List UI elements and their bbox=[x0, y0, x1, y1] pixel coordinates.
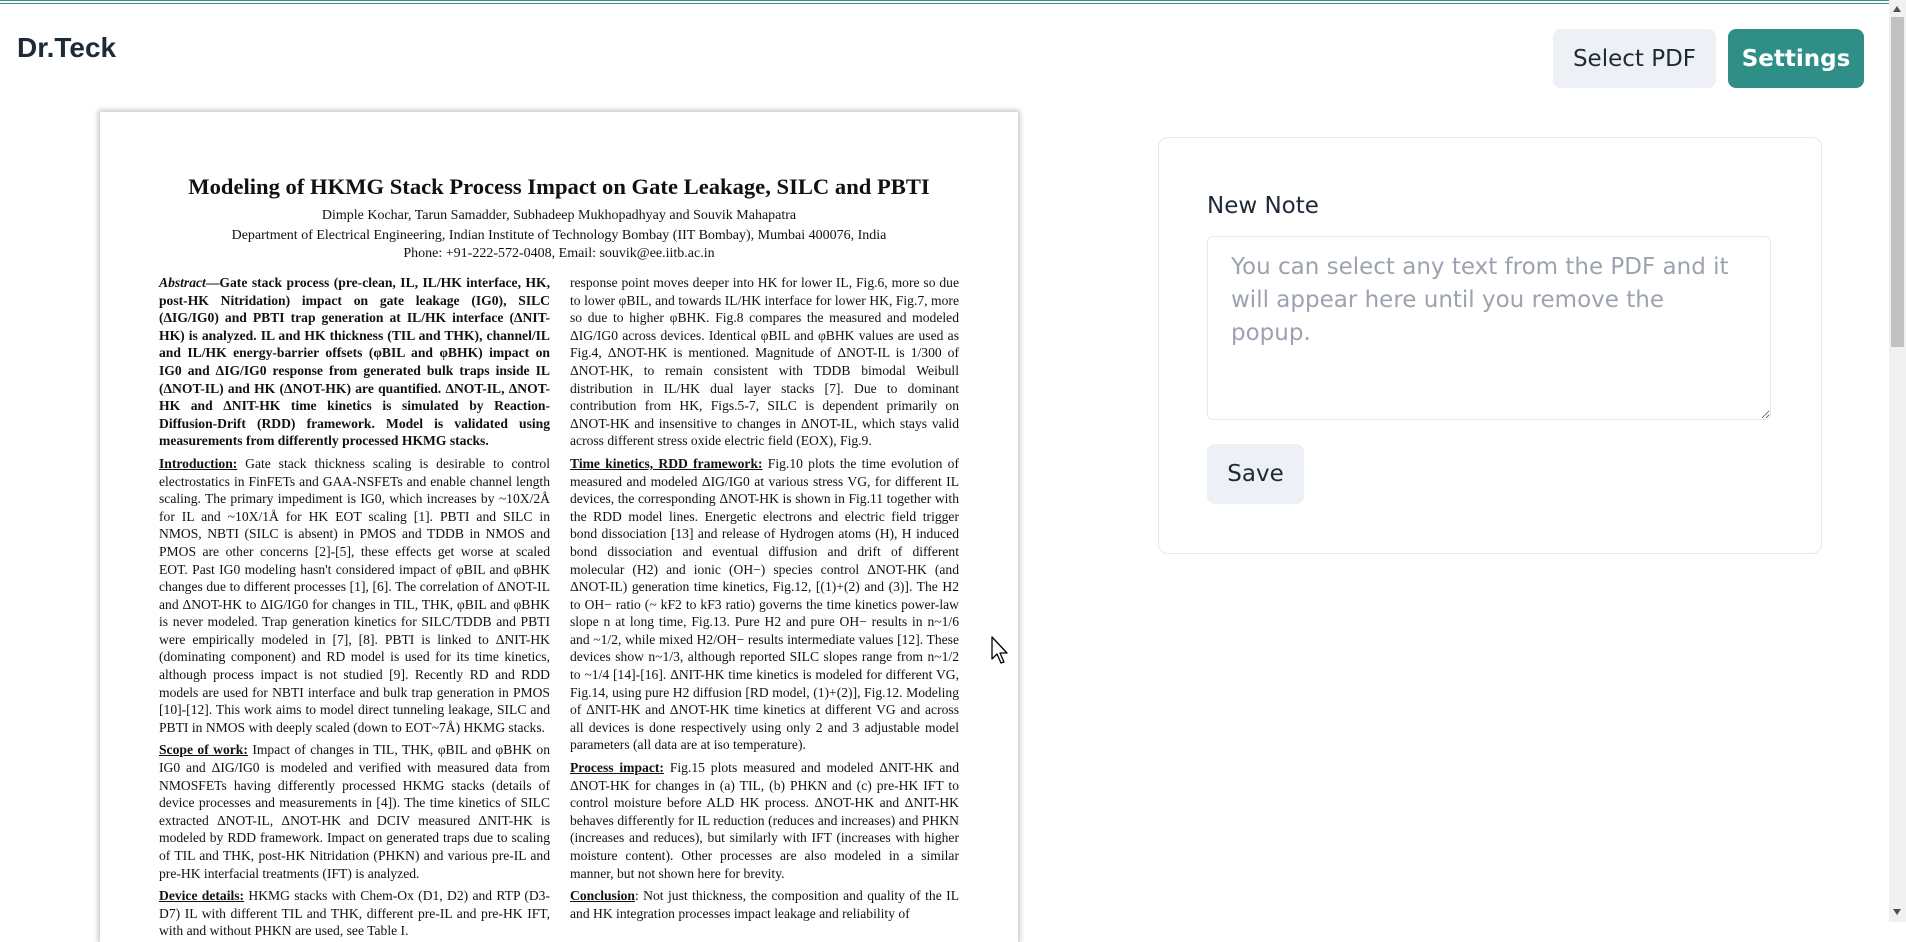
intro-heading: Introduction: bbox=[159, 455, 238, 471]
intro-text: Gate stack thickness scaling is desirable to control electrostatics in FinFETs and GAA-NSFETs and enable channel length scaling. The primary impediment is IG0, which increases by ~10X/2Å for IL and ~10X/1Å for HK EOT scaling [1]. PBTI and SILC in NMOS, NBTI (SILC is absent) in PMOS and TDDB in NMOS and PMOS are other concerns [2]-[5], these effects get worse at scaled EOT. Past IG0 modeling hasn't considered impact of φBIL and φBHK changes due to different processes [1], [6]. The correlation of ΔNOT-IL and ΔNOT-HK to ΔIG/IG0 for changes in TIL, THK, φBIL and φBHK is never modeled. Trap generation kinetics for SILC/TDDB and PBTI were empirically modeled in [7], [8]. PBTI is linked to ΔNIT-HK (dominating component) and RD model is used for its time kinetics, although process impact is not studied [9]. Recently RD and RDD models are used for NBTI interface and bulk trap generation in PMOS [10]-[12]. This work aims to model direct tunneling leakage, SILC and PBTI in NMOS with deeply scaled (down to EOT~7Å) HKMG stacks. bbox=[159, 455, 550, 735]
scroll-up-arrow-icon[interactable] bbox=[1893, 6, 1901, 12]
note-label: New Note bbox=[1207, 193, 1319, 219]
conclusion-text: : Not just thickness, the composition and quality of the IL and HK integration processes impact leakage and reliability of bbox=[570, 888, 959, 921]
note-textarea[interactable] bbox=[1207, 236, 1771, 420]
pdf-page[interactable] bbox=[100, 112, 1018, 942]
time-kinetics-text: Fig.10 plots the time evolution of measured and modeled ΔIG/IG0 at various stress VG, for different IL devices, the corresponding ΔNOT-HK is shown in Fig.11 together with the RDD model lines. Energetic electrons and electric field trigger bond dissociation [13] and release of Hydrogen atoms (H), H induced bond dissociation and eventual diffusion and drift of different molecular (H2) and ionic (OH−) species control ΔNOT-HK (and ΔNOT-IL) generation time kinetics, Fig.12, [(1)+(2) and (3)]. The H2 to OH− ratio (~ kF2 to kF3 ratio) governs the time kinetics power-law slope n at long time, Fig.13. Pure H2 and pure OH− results in n~1/6 and ~1/2, while mixed H2/OH− results intermediate values [12]. These devices show n~1/3, although reported SILC slopes range from n~1/2 to ~1/4 [14]-[16]. ΔNIT-HK time kinetics is modeled for different VG, Fig.14, using pure H2 diffusion [RD model, (1)+(2)], Fig.12. Modeling of ΔNIT-HK and ΔNOT-HK time kinetics at different VG and across all devices is done respectively using only 2 and 3 adjustable model parameters (all data are at iso temperature). bbox=[570, 455, 959, 753]
conclusion-heading: Conclusion bbox=[570, 888, 635, 904]
time-kinetics-heading: Time kinetics, RDD framework: bbox=[570, 455, 763, 471]
scroll-thumb[interactable] bbox=[1891, 17, 1904, 347]
paper-affiliation: Department of Electrical Engineering, Indian Institute of Technology Bombay (IIT Bombay), Mumbai 400076, India bbox=[231, 228, 887, 243]
select-pdf-button[interactable]: Select PDF bbox=[1553, 29, 1716, 88]
paper-contact: Phone: +91-222-572-0408, Email: souvik@ee.iitb.ac.in bbox=[403, 246, 715, 261]
continuation-paragraph: response point moves deeper into HK for lower IL, Fig.6, more so due to lower φBIL, and towards IL/HK interface for lower HK, Fig.7, more so due to higher φBHK. Fig.8 compares the measured and modeled ΔIG/IG0 across devices. Identical φBIL and φBHK values are used as Fig.4, ΔNOT-HK is mentioned. Magnitude of ΔNOT-IL is 1/300 of ΔNOT-HK, to remain consistent with TDDB bimodal Weibull distribution in IL/HK dual layer stacks [7]. Due to dominant contribution from HK, Figs.5-7, SILC is dependent primarily on ΔNOT-HK and insensitive to changes in ΔNOT-IL, which stays valid across different stress oxide electric field (EOX), Fig.9. bbox=[570, 275, 959, 449]
device-heading: Device details: bbox=[159, 888, 245, 904]
scope-text: Impact of changes in TIL, THK, φBIL and φBHK on IG0 and ΔIG/IG0 is modeled and verified with measured data from NMOSFETs having differently processed HKMG stacks (details of device processes and measurements in [4]). The time kinetics of SILC extracted ΔNOT-IL, ΔNOT-HK and DCIV measured ΔNIT-HK is modeled by RDD framework. Impact on generated traps due to scaling of TIL and THK, post-HK Nitridation (PHKN) and various pre-IL and pre-HK interfacial treatments (IFT) is analyzed. bbox=[159, 742, 550, 881]
paper-authors: Dimple Kochar, Tarun Samadder, Subhadeep Mukhopadhyay and Souvik Mahapatra bbox=[321, 208, 797, 223]
process-impact-paragraph bbox=[570, 759, 959, 882]
device-text: HKMG stacks with Chem-Ox (D1, D2) and RTP (D3-D7) IL with different TIL and THK, different pre-IL and pre-HK IFT, with and without PHKN are used, see Table I. bbox=[159, 888, 550, 939]
page-scrollbar[interactable] bbox=[1889, 0, 1906, 922]
abstract-heading: Abstract bbox=[159, 275, 206, 290]
mouse-cursor-icon bbox=[991, 636, 1011, 666]
scroll-down-arrow-icon[interactable] bbox=[1893, 909, 1901, 915]
abstract-text: —Gate stack process (pre-clean, IL, IL/HK interface, HK, post-HK Nitridation) impact on gate leakage (IG0), SILC (ΔIG/IG0) and PBTI trap generation at IL/HK interface (ΔNIT-HK) is analyzed. IL and HK thickness (TIL and THK), channel/IL and IL/HK energy-barrier offsets (φBIL and φBHK) impact on IG0 and ΔIG/IG0 response from generated bulk traps inside IL (ΔNOT-IL) and HK (ΔNOT-HK) are quantified. ΔNOT-IL, ΔNOT-HK and ΔNIT-HK time kinetics is simulated by Reaction-Diffusion-Drift (RDD) framework. Model is validated using measurements from differently processed HKMG stacks. bbox=[159, 275, 550, 449]
abstract-paragraph bbox=[159, 274, 550, 450]
paper-right-column bbox=[570, 274, 959, 927]
save-button[interactable]: Save bbox=[1207, 444, 1304, 504]
paper-title: Modeling of HKMG Stack Process Impact on Gate Leakage, SILC and PBTI bbox=[188, 174, 930, 199]
time-kinetics-paragraph bbox=[570, 455, 959, 754]
process-impact-heading: Process impact: bbox=[570, 760, 664, 776]
device-paragraph bbox=[159, 887, 550, 940]
settings-button[interactable]: Settings bbox=[1728, 29, 1864, 88]
scope-heading: Scope of work: bbox=[159, 742, 248, 758]
scope-paragraph bbox=[159, 741, 550, 882]
note-card bbox=[1158, 137, 1822, 554]
intro-paragraph bbox=[159, 455, 550, 737]
paper-left-column bbox=[159, 274, 550, 942]
conclusion-paragraph bbox=[570, 887, 959, 922]
window-top-border bbox=[0, 0, 1906, 4]
app-brand: Dr.Teck bbox=[17, 32, 117, 63]
process-impact-text: Fig.15 plots measured and modeled ΔNIT-HK and ΔNOT-HK for changes in (a) TIL, (b) PHKN and (c) pre-HK IFT to control moisture before ALD HK process. ΔNOT-HK and ΔNIT-HK behaves differently for IL reduction (reduces and increases) and PHKN (increases and reduces), but similarly with IFT (increases with higher moisture content). Other processes are also modeled in a similar manner, but not shown here for brevity. bbox=[570, 760, 959, 881]
